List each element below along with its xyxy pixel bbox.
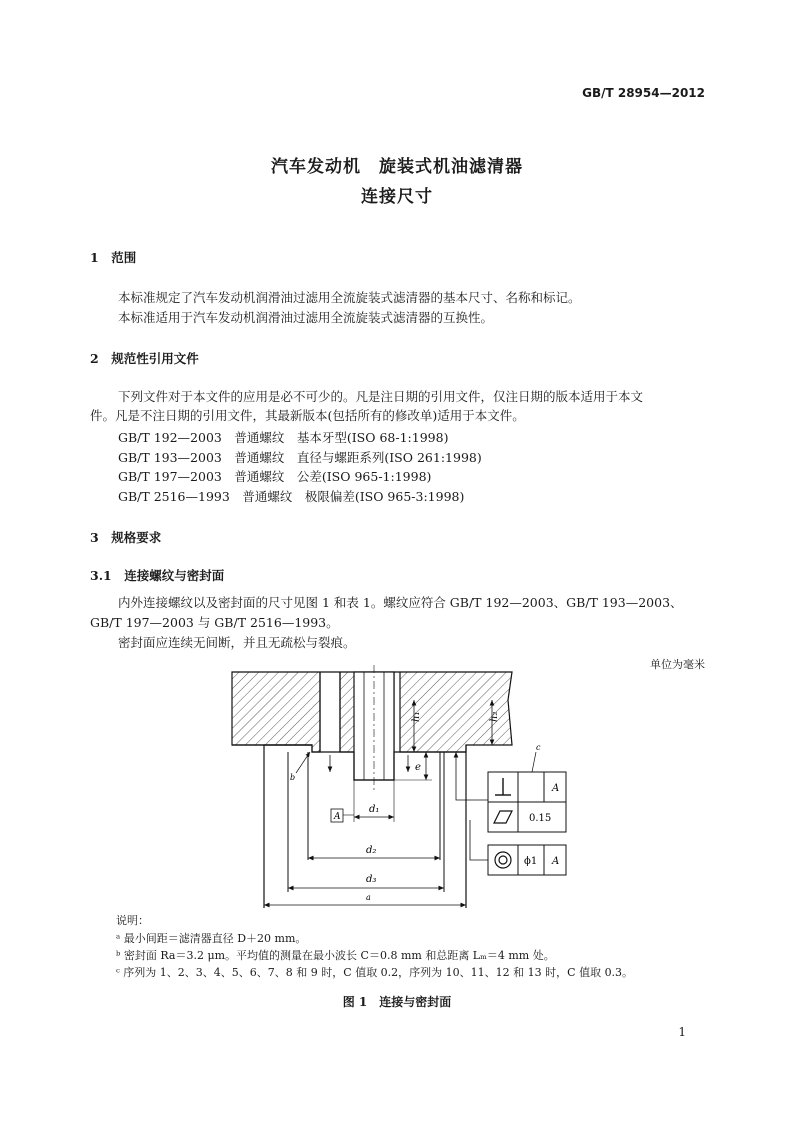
tol-ref-row1: A [552,783,560,794]
title-line-2: 连接尺寸 [361,187,433,207]
label-a: a [366,893,371,902]
document-number: GB/T 28954—2012 [582,86,705,100]
tol-value-row3: ϕ1 [524,856,538,867]
label-h1: h₁ [411,711,422,722]
figure-caption: 图 1 连接与密封面 [342,995,452,1009]
tol-ref-row3: A [552,856,560,867]
section-2-paragraph-line-2: 件。凡是不注日期的引用文件，其最新版本(包括所有的修改单)适用于本文件。 [90,408,525,423]
section-1-paragraph-2: 本标准适用于汽车发动机润滑油过滤用全流旋装式滤清器的互换性。 [118,310,494,325]
section-1-heading: 1 范围 [90,250,137,265]
datum-a-label: A [334,812,341,822]
title-line-1: 汽车发动机 旋装式机油滤清器 [271,157,523,177]
label-b: b [290,773,296,782]
label-d3: d₃ [366,874,377,885]
label-e: e [415,762,421,773]
section-3-heading: 3 规格要求 [90,530,162,545]
section-2-paragraph-line-1: 下列文件对于本文件的应用是必不可少的。凡是注日期的引用文件，仅注日期的版本适用于本文 [118,389,644,404]
section-3-1-paragraph-line-1: 内外连接螺纹以及密封面的尺寸见图 1 和表 1。螺纹应符合 GB/T 192—2003、GB/T 193—2003、 [118,595,683,610]
label-d2: d₂ [366,845,377,856]
label-c: c [536,743,541,752]
reference-item: GB/T 193—2003 普通螺纹 直径与螺距系列(ISO 261:1998) [118,450,482,465]
reference-item: GB/T 2516—1993 普通螺纹 极限偏差(ISO 965-3:1998) [118,489,465,504]
section-3-1-heading: 3.1 连接螺纹与密封面 [90,568,225,583]
label-h2: h₂ [489,711,500,722]
note-a: ᵃ 最小间距＝滤清器直径 D＋20 mm。 [116,932,307,945]
section-3-1-paragraph-2: 密封面应连续无间断，并且无疏松与裂痕。 [118,635,356,650]
note-b: ᵇ 密封面 Ra＝3.2 μm。平均值的测量在最小波长 C＝0.8 mm 和总距离 Lₘ＝4 mm 处。 [116,949,555,962]
notes-title: 说明： [116,914,149,927]
section-2-heading: 2 规范性引用文件 [90,351,199,366]
reference-item: GB/T 197—2003 普通螺纹 公差(ISO 965-1:1998) [118,469,432,484]
unit-note: 单位为毫米 [650,658,705,671]
page-number: 1 [678,1025,686,1039]
label-d1: d₁ [369,804,380,815]
note-c: ᶜ 序列为 1、2、3、4、5、6、7、8 和 9 时，C 值取 0.2，序列为 10、11、12 和 13 时，C 值取 0.3。 [116,966,634,979]
section-3-1-paragraph-line-2: GB/T 197—2003 与 GB/T 2516—1993。 [90,615,339,630]
section-1-paragraph-1: 本标准规定了汽车发动机润滑油过滤用全流旋装式滤清器的基本尺寸、名称和标记。 [118,290,581,305]
reference-item: GB/T 192—2003 普通螺纹 基本牙型(ISO 68-1:1998) [118,430,449,445]
tol-value-row2: 0.15 [529,813,552,824]
